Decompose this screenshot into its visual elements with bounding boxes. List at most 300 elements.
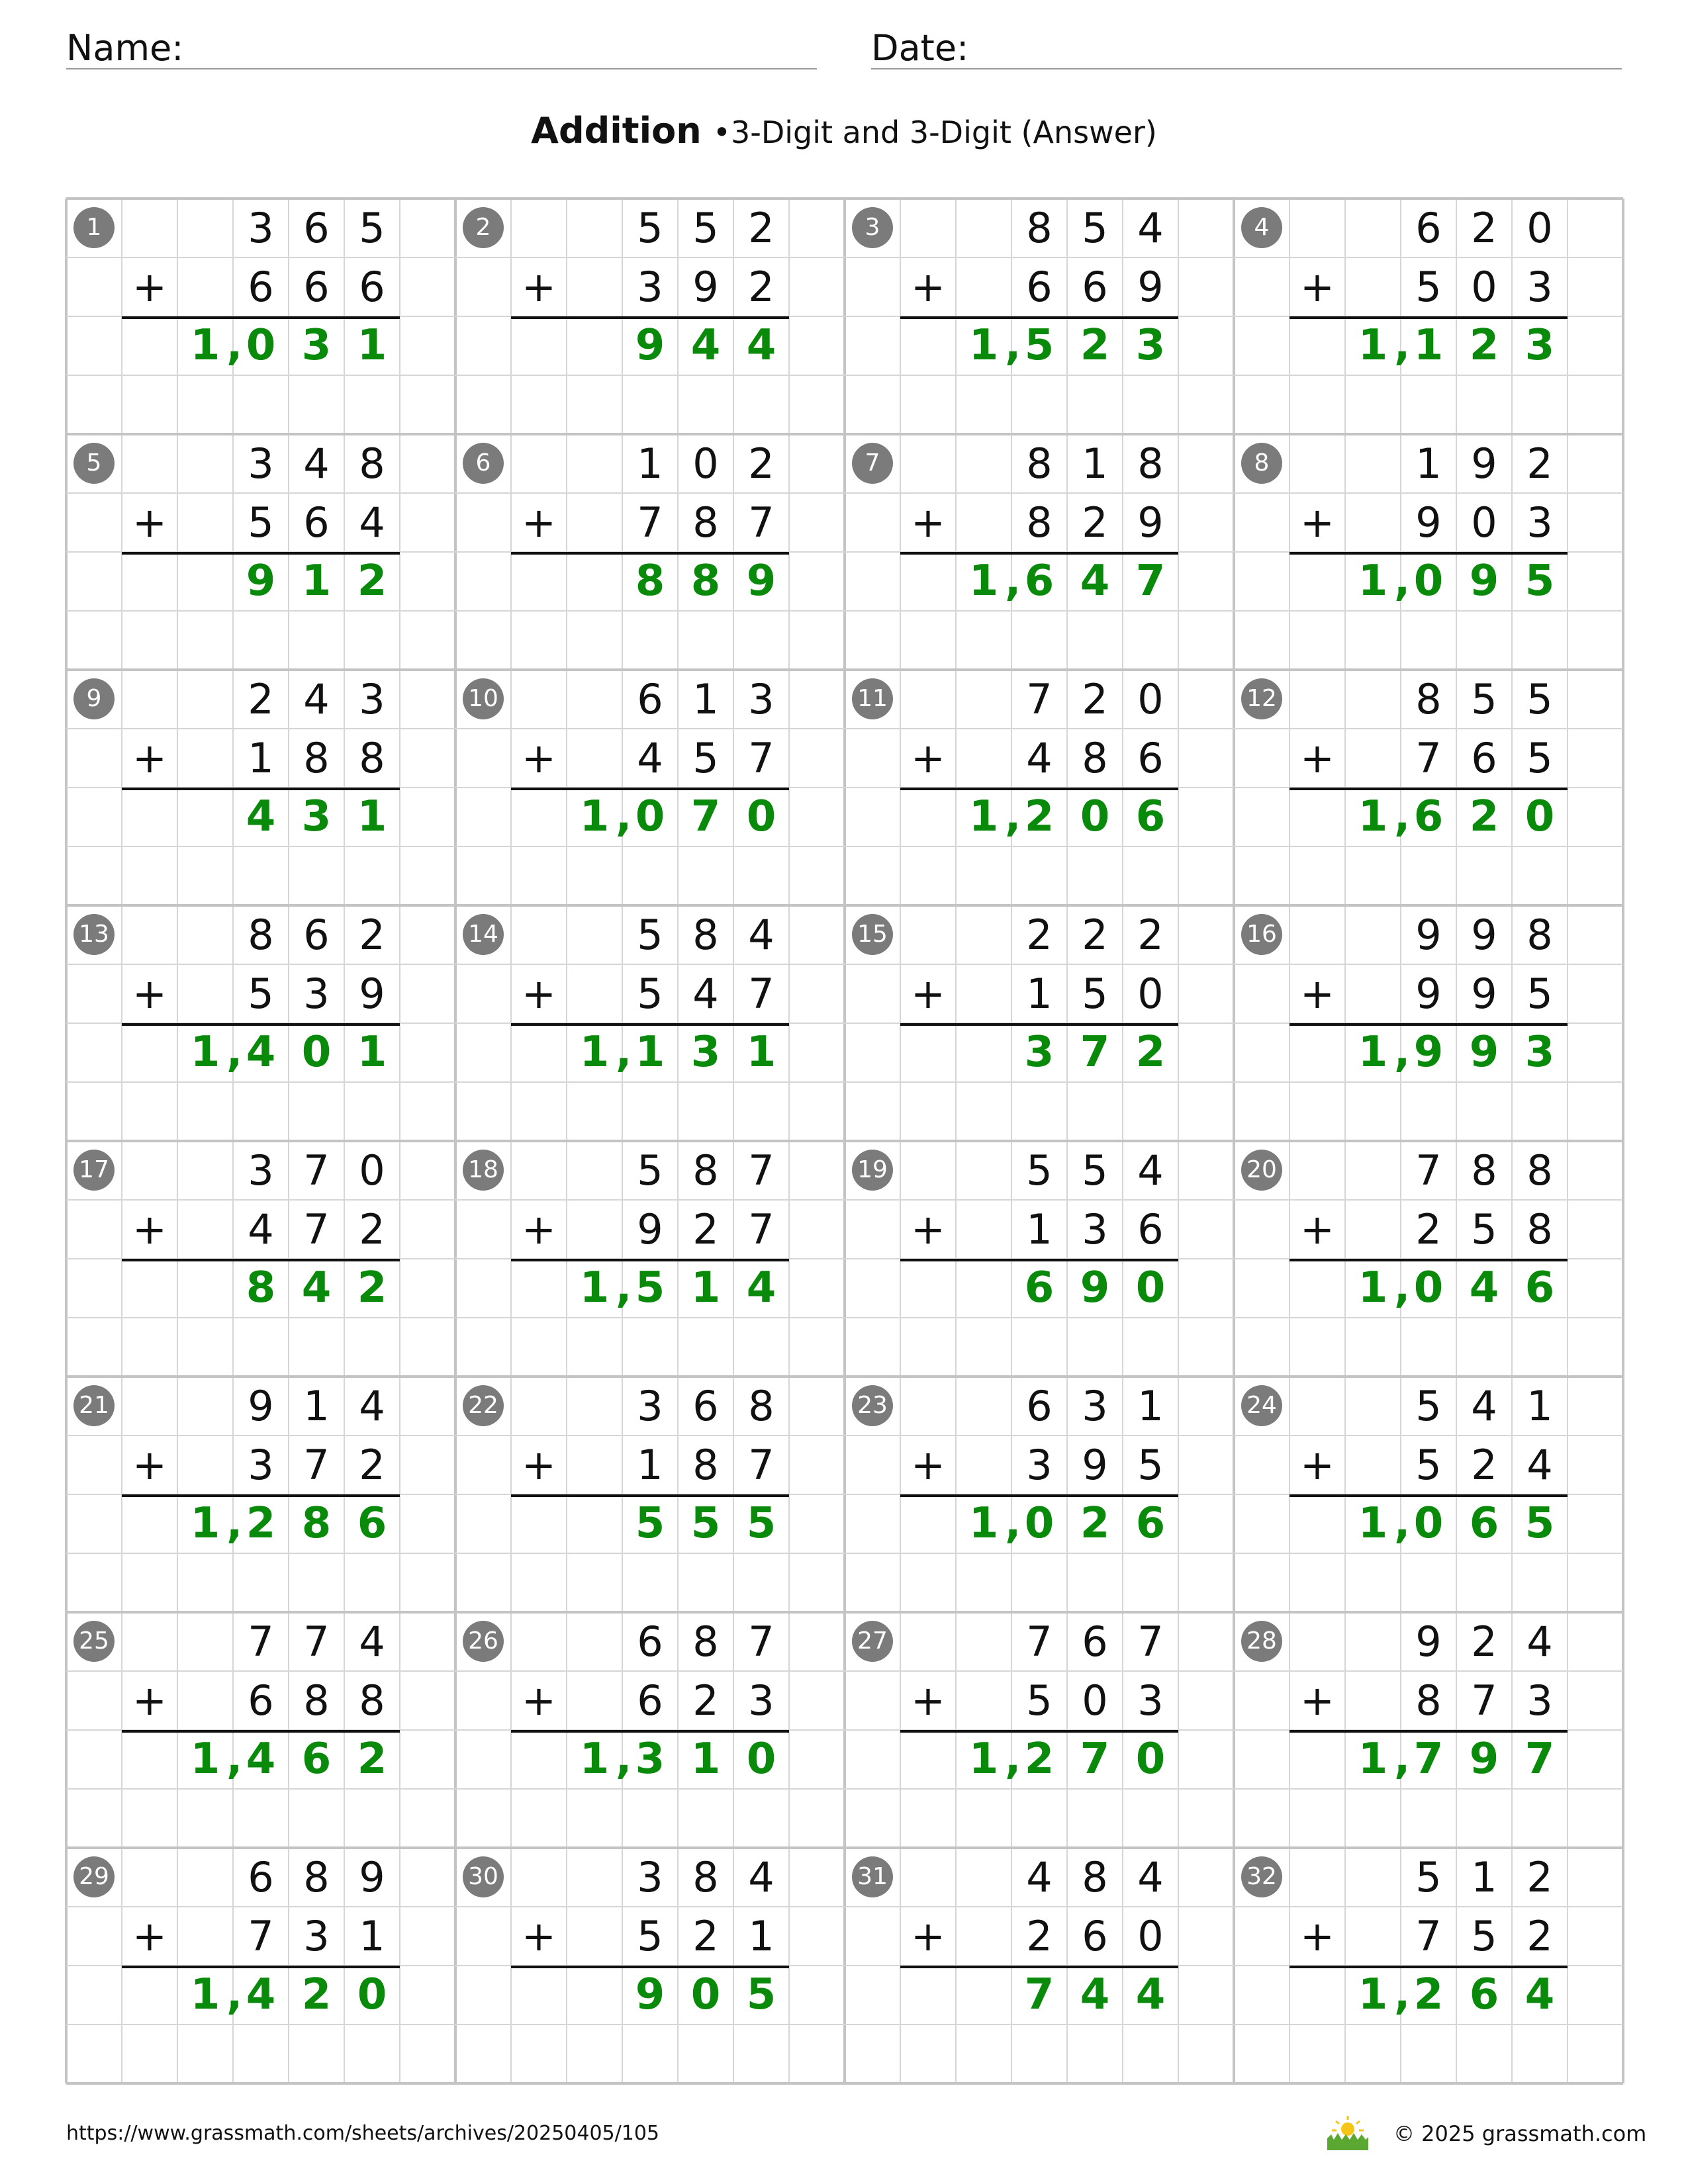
addend-bottom-digit: 8 [1526,1205,1553,1253]
answer-digit: 0 [690,1970,721,2019]
addend-top-digit: 7 [748,1146,774,1195]
addend-top-digit: 4 [748,911,774,959]
answer-digit: 6 [1135,792,1166,841]
answer-digit: 2 [357,1263,387,1312]
answer-digit: 4 [1080,1970,1110,2019]
problem-number-badge: 4 [1241,207,1282,248]
addend-top-digit: 1 [1415,439,1442,488]
addend-top-digit: 7 [303,1617,330,1666]
addend-top-digit: 3 [359,675,385,723]
answer-comma: , [1394,321,1411,370]
addend-bottom-digit: 1 [359,1912,385,1960]
addend-bottom-digit: 8 [1415,1676,1442,1725]
addend-top-digit: 3 [748,675,774,723]
answer-comma: , [226,1735,243,1784]
answer-comma: , [1005,1499,1021,1548]
answer-digit: 4 [246,1735,276,1784]
answer-digit: 1 [579,1263,610,1312]
answer-comma: , [1394,1263,1411,1312]
footer-url[interactable]: https://www.grassmath.com/sheets/archives/20250405/105 [66,2122,660,2145]
answer-comma: , [616,1263,632,1312]
answer-comma: , [616,1735,632,1784]
plus-operator: + [1300,498,1335,547]
addend-top-digit: 5 [1082,1146,1108,1195]
problem-number-badge: 1 [73,207,115,248]
addend-top-digit: 2 [748,439,774,488]
answer-digit: 5 [690,1499,721,1548]
problem-number-badge: 17 [73,1150,115,1191]
answer-digit: 2 [1024,1735,1055,1784]
addend-top-digit: 6 [303,911,330,959]
addend-bottom-digit: 5 [1082,970,1108,1018]
addend-bottom-digit: 7 [748,1441,774,1489]
answer-comma: , [1394,1970,1411,2019]
addend-bottom-digit: 2 [1415,1205,1442,1253]
plus-operator: + [522,1912,556,1960]
addend-bottom-digit: 6 [303,263,330,311]
addend-top-digit: 8 [1137,439,1164,488]
addend-top-digit: 8 [1526,911,1553,959]
answer-digit: 2 [357,1735,387,1784]
addend-top-digit: 3 [248,1146,274,1195]
addend-top-digit: 9 [1471,439,1497,488]
addend-top-digit: 9 [1471,911,1497,959]
addend-top-digit: 9 [248,1382,274,1430]
addend-bottom-digit: 5 [248,970,274,1018]
answer-digit: 0 [1413,1499,1444,1548]
problem-number-badge: 18 [463,1150,504,1191]
footer-copyright: © 2025 grassmath.com [1393,2121,1647,2146]
answer-comma: , [1394,1735,1411,1784]
addend-top-digit: 1 [303,1382,330,1430]
addend-bottom-digit: 4 [359,498,385,547]
addend-bottom-digit: 7 [1471,1676,1497,1725]
addend-top-digit: 7 [1415,1146,1442,1195]
problem-number-badge: 7 [852,443,893,484]
addend-top-digit: 2 [1082,911,1108,959]
addend-top-digit: 6 [637,675,663,723]
addend-top-digit: 8 [748,1382,774,1430]
answer-digit: 4 [746,1263,776,1312]
addend-bottom-digit: 3 [637,263,663,311]
addend-top-digit: 9 [1415,1617,1442,1666]
problem-number-badge: 21 [73,1385,115,1426]
addend-bottom-digit: 8 [692,498,719,547]
answer-digit: 1 [190,1735,220,1784]
answer-digit: 1 [968,321,999,370]
addend-bottom-digit: 2 [692,1205,719,1253]
answer-digit: 5 [1524,1499,1555,1548]
plus-operator: + [522,970,556,1018]
addend-top-digit: 8 [248,911,274,959]
problem-number-badge: 10 [463,678,504,719]
addend-top-digit: 5 [1082,204,1108,252]
plus-operator: + [911,1676,945,1725]
answer-digit: 3 [1524,1028,1555,1077]
addend-top-digit: 1 [637,439,663,488]
title-bullet: • [712,114,731,150]
answer-digit: 7 [1135,557,1166,606]
addend-top-digit: 8 [692,911,719,959]
addend-bottom-digit: 3 [1026,1441,1053,1489]
addend-bottom-digit: 3 [1526,263,1553,311]
answer-digit: 0 [1413,1263,1444,1312]
problem-number-badge: 27 [852,1621,893,1662]
answer-digit: 1 [1358,1028,1388,1077]
plus-operator: + [132,1205,167,1253]
addend-bottom-digit: 3 [1526,1676,1553,1725]
addend-bottom-digit: 5 [1137,1441,1164,1489]
answer-digit: 1 [1358,1499,1388,1548]
addend-top-digit: 0 [359,1146,385,1195]
addend-top-digit: 5 [1415,1382,1442,1430]
plus-operator: + [522,1676,556,1725]
plus-operator: + [911,970,945,1018]
addend-bottom-digit: 4 [1526,1441,1553,1489]
addend-top-digit: 5 [692,204,719,252]
answer-digit: 1 [190,321,220,370]
addend-top-digit: 6 [303,204,330,252]
answer-digit: 9 [635,321,665,370]
addend-top-digit: 2 [748,204,774,252]
answer-digit: 5 [746,1970,776,2019]
addend-bottom-digit: 8 [359,1676,385,1725]
answer-digit: 1 [690,1263,721,1312]
addend-bottom-digit: 2 [1471,1441,1497,1489]
plus-operator: + [132,734,167,782]
addend-top-digit: 4 [303,439,330,488]
problem-number-badge: 19 [852,1150,893,1191]
answer-digit: 2 [1135,1028,1166,1077]
answer-digit: 1 [690,1735,721,1784]
answer-comma: , [1005,792,1021,841]
plus-operator: + [132,1441,167,1489]
plus-operator: + [911,498,945,547]
addend-top-digit: 8 [692,1146,719,1195]
answer-digit: 0 [301,1028,332,1077]
addend-bottom-digit: 4 [248,1205,274,1253]
answer-digit: 0 [1413,557,1444,606]
answer-digit: 8 [246,1263,276,1312]
problem-number-badge: 20 [1241,1150,1282,1191]
answer-digit: 4 [746,321,776,370]
addend-top-digit: 2 [359,911,385,959]
answer-digit: 1 [968,792,999,841]
addend-bottom-digit: 9 [1082,1441,1108,1489]
problem-number-badge: 6 [463,443,504,484]
problem-number-badge: 11 [852,678,893,719]
answer-comma: , [1394,792,1411,841]
addend-bottom-digit: 6 [1082,1912,1108,1960]
addend-top-digit: 6 [1026,1382,1053,1430]
addend-top-digit: 1 [692,675,719,723]
plus-operator: + [522,734,556,782]
problem-number-badge: 9 [73,678,115,719]
addend-top-digit: 4 [359,1617,385,1666]
addend-top-digit: 3 [637,1853,663,1901]
addend-bottom-digit: 9 [1137,498,1164,547]
answer-digit: 6 [1469,1970,1499,2019]
answer-digit: 3 [690,1028,721,1077]
addend-bottom-digit: 7 [748,970,774,1018]
answer-digit: 4 [1524,1970,1555,2019]
problem-number-badge: 16 [1241,914,1282,955]
addend-bottom-digit: 0 [1471,263,1497,311]
addend-bottom-digit: 2 [1526,1912,1553,1960]
plus-operator: + [522,1441,556,1489]
answer-digit: 1 [357,792,387,841]
problem-number-badge: 12 [1241,678,1282,719]
plus-operator: + [1300,734,1335,782]
answer-digit: 1 [968,557,999,606]
problem-number-badge: 5 [73,443,115,484]
addend-top-digit: 5 [637,911,663,959]
plus-operator: + [132,498,167,547]
name-label: Name: [66,27,184,69]
addend-bottom-digit: 6 [1082,263,1108,311]
addend-bottom-digit: 9 [359,970,385,1018]
addend-bottom-digit: 1 [248,734,274,782]
answer-digit: 2 [246,1499,276,1548]
addend-bottom-digit: 8 [359,734,385,782]
addend-bottom-digit: 7 [1415,1912,1442,1960]
answer-comma: , [1394,1499,1411,1548]
answer-comma: , [226,1970,243,2019]
answer-digit: 0 [1524,792,1555,841]
problem-number-badge: 31 [852,1856,893,1897]
addend-top-digit: 1 [1471,1853,1497,1901]
answer-digit: 0 [357,1970,387,2019]
addend-bottom-digit: 8 [1082,734,1108,782]
answer-digit: 9 [1413,1028,1444,1077]
answer-digit: 0 [1024,1499,1055,1548]
answer-digit: 0 [746,792,776,841]
addend-top-digit: 5 [637,1146,663,1195]
answer-digit: 4 [246,1970,276,2019]
addend-bottom-digit: 1 [637,1441,663,1489]
plus-operator: + [911,1912,945,1960]
addend-bottom-digit: 9 [692,263,719,311]
addend-top-digit: 5 [359,204,385,252]
problem-number-badge: 13 [73,914,115,955]
answer-comma: , [616,1028,632,1077]
addend-bottom-digit: 7 [248,1912,274,1960]
answer-digit: 0 [746,1735,776,1784]
addend-top-digit: 5 [1471,675,1497,723]
addend-bottom-digit: 7 [748,498,774,547]
plus-operator: + [1300,970,1335,1018]
answer-digit: 4 [246,792,276,841]
addend-bottom-digit: 9 [1415,498,1442,547]
answer-comma: , [1005,557,1021,606]
problem-number-badge: 29 [73,1856,115,1897]
answer-digit: 0 [246,321,276,370]
answer-digit: 1 [190,1970,220,2019]
answer-comma: , [226,1499,243,1548]
answer-digit: 9 [1080,1263,1110,1312]
plus-operator: + [1300,1205,1335,1253]
addend-top-digit: 3 [1082,1382,1108,1430]
problem-number-badge: 30 [463,1856,504,1897]
addend-bottom-digit: 5 [637,1912,663,1960]
addend-bottom-digit: 6 [1137,734,1164,782]
addend-top-digit: 8 [1082,1853,1108,1901]
date-label: Date: [871,27,969,69]
answer-digit: 2 [1024,792,1055,841]
addend-bottom-digit: 7 [748,734,774,782]
answer-comma: , [1394,1028,1411,1077]
answer-digit: 4 [301,1263,332,1312]
addend-bottom-digit: 6 [1026,263,1053,311]
addend-top-digit: 2 [1082,675,1108,723]
plus-operator: + [522,498,556,547]
answer-comma: , [1005,321,1021,370]
addend-bottom-digit: 1 [1026,970,1053,1018]
answer-digit: 7 [690,792,721,841]
answer-digit: 7 [1080,1735,1110,1784]
answer-digit: 5 [1524,557,1555,606]
answer-digit: 9 [1469,1735,1499,1784]
problem-number-badge: 26 [463,1621,504,1662]
addend-top-digit: 2 [1471,204,1497,252]
addend-bottom-digit: 9 [1137,263,1164,311]
plus-operator: + [132,263,167,311]
addend-bottom-digit: 0 [1471,498,1497,547]
addend-top-digit: 0 [692,439,719,488]
answer-digit: 3 [301,321,332,370]
addend-top-digit: 8 [692,1853,719,1901]
addend-top-digit: 4 [359,1382,385,1430]
answer-digit: 7 [1080,1028,1110,1077]
answer-digit: 6 [1024,1263,1055,1312]
addend-bottom-digit: 3 [748,1676,774,1725]
addend-top-digit: 2 [1471,1617,1497,1666]
addend-top-digit: 8 [1026,204,1053,252]
answer-digit: 6 [1524,1263,1555,1312]
problem-number-badge: 15 [852,914,893,955]
addend-top-digit: 7 [1137,1617,1164,1666]
addend-bottom-digit: 6 [1471,734,1497,782]
answer-comma: , [616,792,632,841]
answer-digit: 4 [1080,557,1110,606]
plus-operator: + [132,1676,167,1725]
answer-comma: , [1005,1735,1021,1784]
addend-top-digit: 4 [748,1853,774,1901]
answer-digit: 4 [246,1028,276,1077]
addend-bottom-digit: 5 [1526,970,1553,1018]
problem-number-badge: 32 [1241,1856,1282,1897]
answer-digit: 1 [1413,321,1444,370]
answer-digit: 9 [1469,1028,1499,1077]
addend-bottom-digit: 9 [1471,970,1497,1018]
answer-digit: 2 [301,1970,332,2019]
addend-top-digit: 4 [1471,1382,1497,1430]
addend-bottom-digit: 7 [1415,734,1442,782]
answer-digit: 4 [690,321,721,370]
addend-top-digit: 6 [248,1853,274,1901]
answer-digit: 3 [635,1735,665,1784]
addend-top-digit: 9 [1415,911,1442,959]
answer-comma: , [1394,557,1411,606]
addend-top-digit: 4 [1026,1853,1053,1901]
answer-digit: 9 [1469,557,1499,606]
addend-bottom-digit: 2 [692,1912,719,1960]
addend-bottom-digit: 5 [1471,1912,1497,1960]
addend-bottom-digit: 4 [692,970,719,1018]
addend-bottom-digit: 3 [248,1441,274,1489]
answer-digit: 6 [1469,1499,1499,1548]
answer-digit: 5 [635,1263,665,1312]
answer-digit: 6 [357,1499,387,1548]
answer-digit: 0 [1135,1735,1166,1784]
addend-top-digit: 3 [637,1382,663,1430]
plus-operator: + [1300,1441,1335,1489]
answer-digit: 2 [1469,792,1499,841]
addend-bottom-digit: 9 [637,1205,663,1253]
addend-top-digit: 8 [692,1617,719,1666]
addend-top-digit: 6 [1082,1617,1108,1666]
answer-digit: 1 [1358,1735,1388,1784]
addend-top-digit: 4 [1137,1146,1164,1195]
addend-top-digit: 8 [1415,675,1442,723]
answer-digit: 4 [1135,1970,1166,2019]
addend-top-digit: 8 [1026,439,1053,488]
answer-digit: 2 [1413,1970,1444,2019]
addend-bottom-digit: 7 [637,498,663,547]
answer-digit: 1 [1358,792,1388,841]
addend-bottom-digit: 2 [1026,1912,1053,1960]
answer-digit: 3 [301,792,332,841]
addend-bottom-digit: 6 [1137,1205,1164,1253]
plus-operator: + [1300,1676,1335,1725]
addend-top-digit: 6 [637,1617,663,1666]
answer-digit: 6 [1135,1499,1166,1548]
addend-bottom-digit: 8 [1026,498,1053,547]
problem-number-badge: 25 [73,1621,115,1662]
answer-digit: 1 [579,792,610,841]
addend-top-digit: 7 [248,1617,274,1666]
addend-top-digit: 7 [1026,675,1053,723]
answer-digit: 2 [1080,1499,1110,1548]
addend-bottom-digit: 8 [692,1441,719,1489]
addend-bottom-digit: 9 [1415,970,1442,1018]
answer-digit: 6 [1413,792,1444,841]
addend-bottom-digit: 2 [359,1441,385,1489]
addend-bottom-digit: 3 [303,970,330,1018]
addend-bottom-digit: 0 [1137,970,1164,1018]
addend-bottom-digit: 6 [303,498,330,547]
problem-number-badge: 14 [463,914,504,955]
addend-top-digit: 1 [1526,1382,1553,1430]
answer-digit: 1 [968,1735,999,1784]
addend-bottom-digit: 7 [303,1441,330,1489]
addend-top-digit: 3 [248,204,274,252]
addend-bottom-digit: 3 [1526,498,1553,547]
answer-digit: 1 [579,1735,610,1784]
answer-digit: 9 [635,1970,665,2019]
answer-digit: 9 [246,557,276,606]
answer-digit: 1 [1358,321,1388,370]
addend-bottom-digit: 1 [1026,1205,1053,1253]
answer-digit: 1 [357,321,387,370]
plus-operator: + [911,263,945,311]
answer-digit: 1 [357,1028,387,1077]
addend-bottom-digit: 5 [1026,1676,1053,1725]
addend-bottom-digit: 4 [637,734,663,782]
answer-digit: 0 [1135,1263,1166,1312]
title-subtitle: 3-Digit and 3-Digit (Answer) [730,114,1157,150]
problem-number-badge: 22 [463,1385,504,1426]
